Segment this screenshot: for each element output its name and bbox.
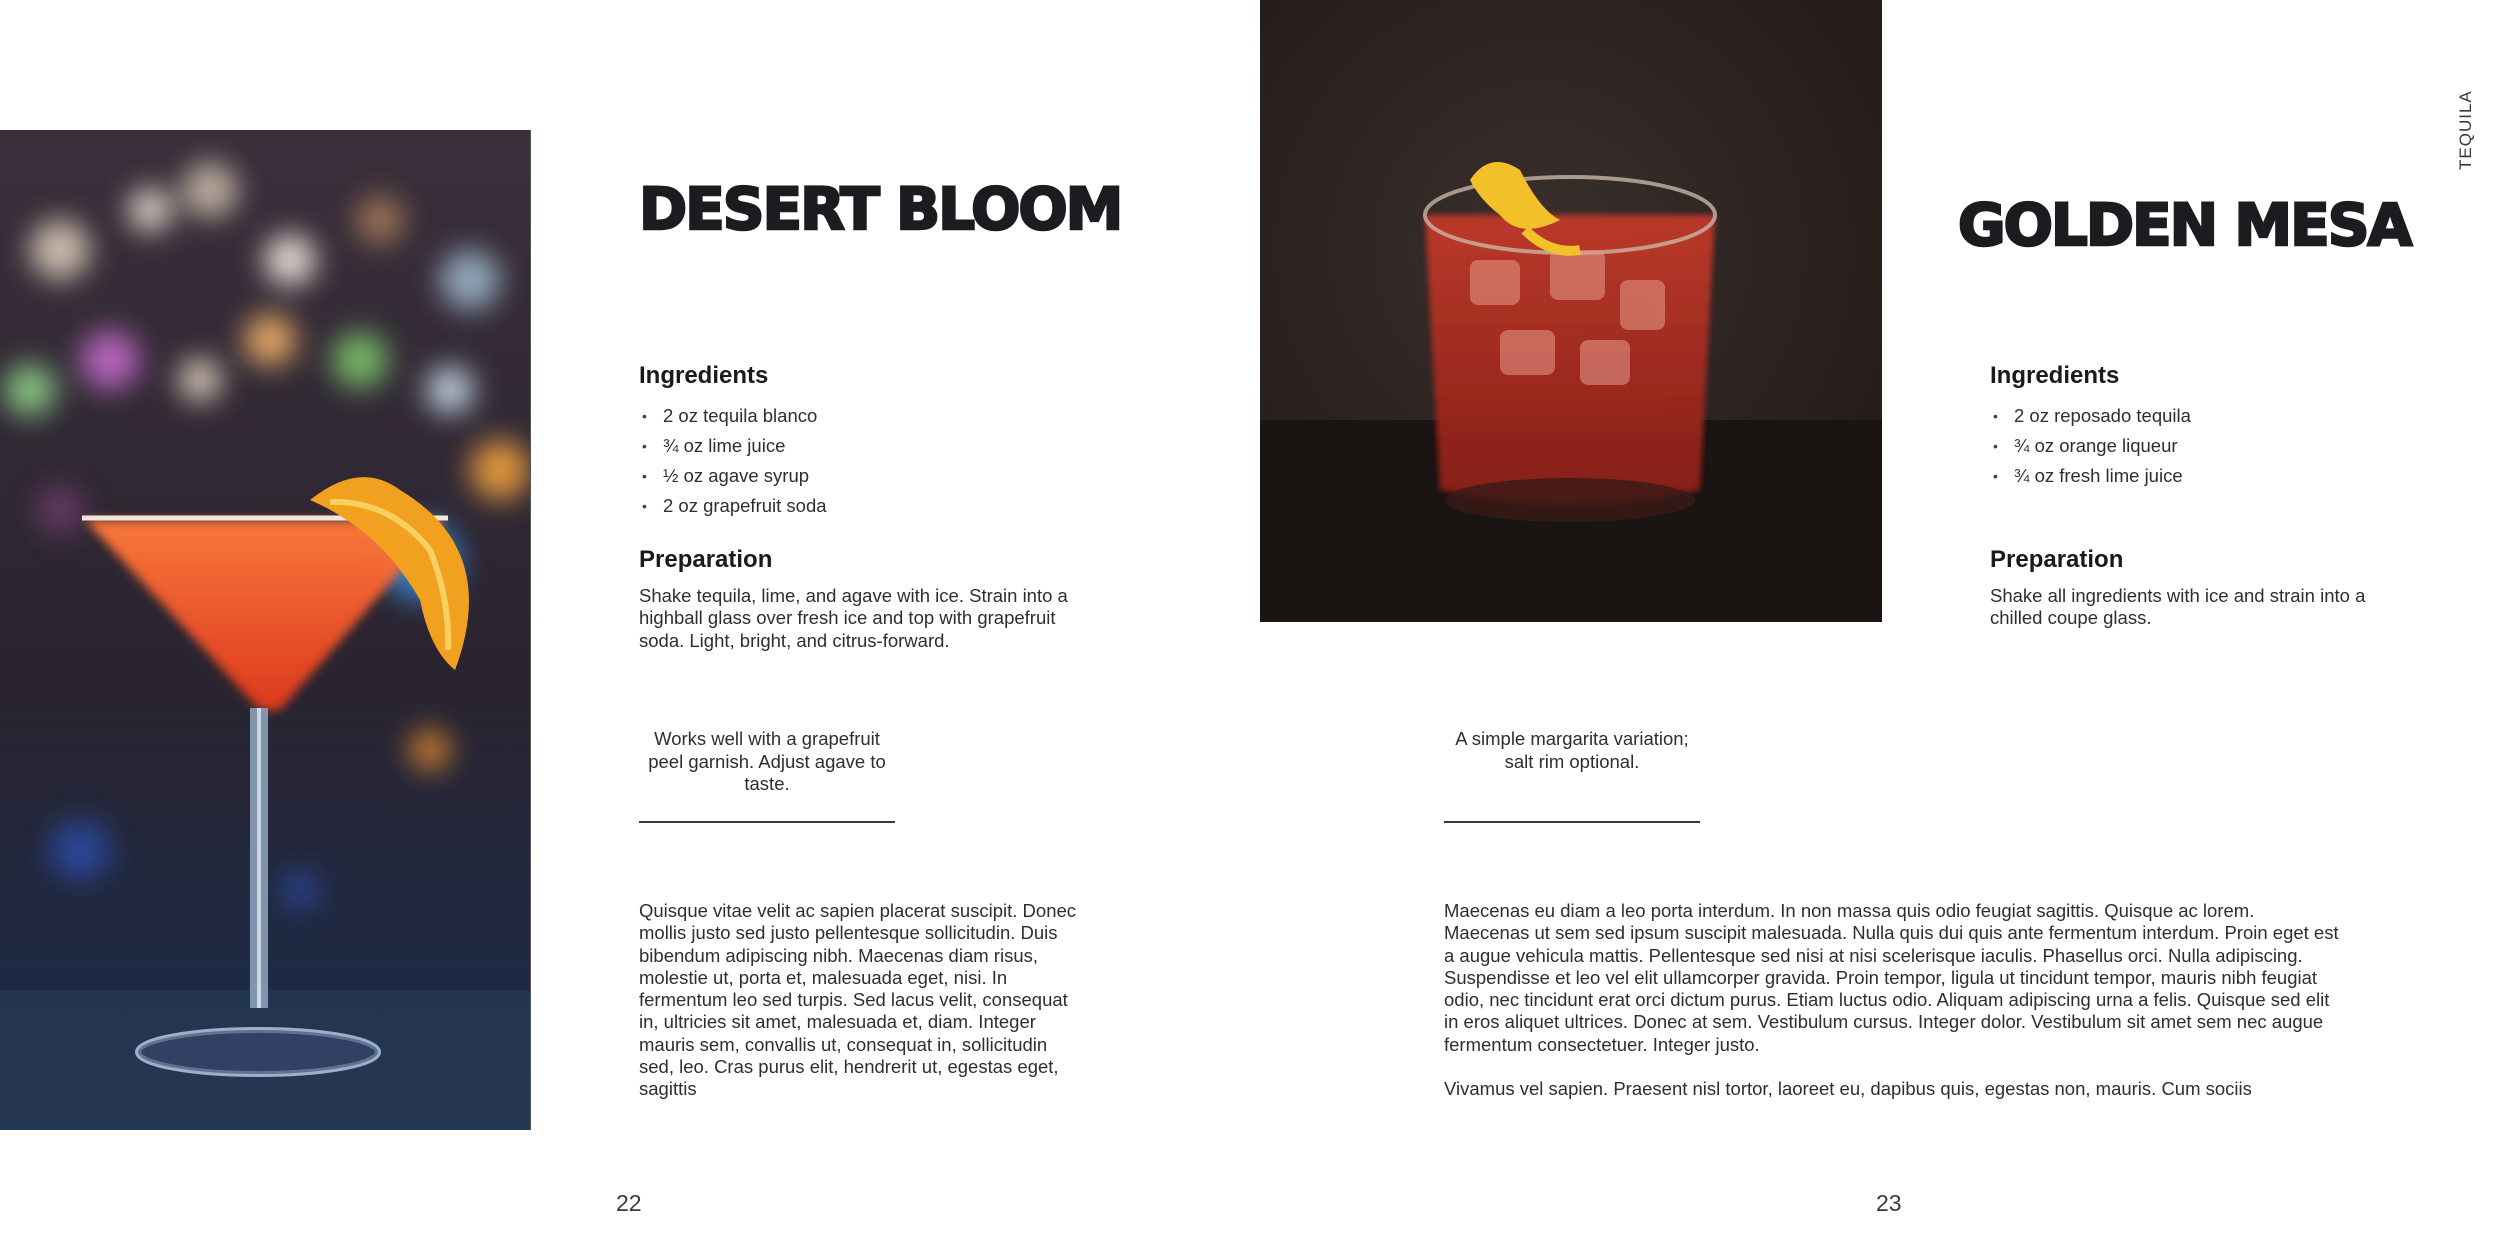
preparation-section (1990, 546, 2370, 630)
body-text-continued: Vivamus vel sapien. Praesent nisl tortor, laoreet eu, dapibus quis, egestas non, mauris. Cum sociis (1444, 1078, 2252, 1099)
ingredient-item: • ¾ oz orange liqueur (1990, 431, 2410, 461)
tip-note: Works well with a grapefruit peel garnish. Adjust agave to taste. (648, 728, 886, 794)
ingredients-list (639, 401, 1089, 521)
bullet-icon: • (1993, 467, 1998, 484)
page-number: 22 (616, 1190, 642, 1216)
ingredients-heading: Ingredients (639, 362, 769, 389)
ingredient-item: • ½ oz agave syrup (639, 461, 1089, 491)
preparation-heading: Preparation (639, 546, 773, 573)
ingredient-item: • 2 oz reposado tequila (1990, 401, 2410, 431)
bullet-icon: • (642, 407, 647, 424)
preparation-heading: Preparation (1990, 546, 2124, 573)
ingredients-list (1990, 401, 2410, 491)
divider-rule (639, 821, 895, 823)
rocks-glass-image (1260, 0, 1882, 622)
bullet-icon: • (642, 467, 647, 484)
preparation-text: Shake all ingredients with ice and strain into a chilled coupe glass. (1990, 584, 2366, 629)
rocks-glass-photo (1260, 0, 1882, 622)
cocktail-title: GOLDEN MESA (1958, 191, 2411, 259)
ingredient-item: • ¾ oz fresh lime juice (1990, 461, 2410, 491)
preparation-section (639, 546, 1079, 652)
section-label-vertical: TEQUILA (2456, 90, 2475, 170)
martini-image (0, 130, 530, 1130)
bullet-icon: • (1993, 437, 1998, 454)
body-text: Maecenas eu diam a leo porta interdum. In non massa quis odio feugiat sagittis. Quisque ac lorem. Maecenas ut sem sed ipsum suscipit malesuada. Nulla quis dui quis ante fermentum interdum. Proin eget est a augue vehicula mattis. Pellentesque sed nisi at nisi scelerisque iaculis. Phasellus orci. Nulla adipiscing. Suspendisse et leo vel elit ullamcorper gravida. Proin tempor, ligula ut tincidunt tempor, mauris nibh feugiat odio, nec tincidunt erat orci dictum purus. Etiam luctus odio. Aliquam adipiscing urna a felis. Quisque sed elit in eros aliquet ultrices. Donec at sem. Vestibulum cursus. Integer dolor. Vestibulum sit amet sem nec augue fermentum consectetuer. Integer justo. (1444, 900, 2339, 1055)
martini-photo (0, 130, 531, 1130)
body-text: Quisque vitae velit ac sapien placerat suscipit. Donec mollis justo sed justo pellentesque sollicitudin. Duis bibendum adipiscing nibh. Maecenas diam risus, molestie ut, porta et, malesuada eget, nisi. In fermentum leo sed turpis. Sed lacus velit, consequat in, ultricies sit amet, malesuada et, diam. Integer mauris sem, convallis ut, consequat in, sollicitudin sed, leo. Cras purus elit, hendrerit ut, egestas eget, sagittis (639, 900, 1077, 1100)
divider-rule (1444, 821, 1700, 823)
ingredient-item: • ¾ oz lime juice (639, 431, 1089, 461)
bullet-icon: • (642, 437, 647, 454)
bullet-icon: • (642, 497, 647, 514)
ingredients-heading: Ingredients (1990, 362, 2120, 389)
ingredient-item: • 2 oz tequila blanco (639, 401, 1089, 431)
tip-note: A simple margarita variation; salt rim optional. (1455, 728, 1689, 772)
bullet-icon: • (1993, 407, 1998, 424)
cocktail-title: DESERT BLOOM (639, 175, 1122, 243)
ingredients-section (639, 362, 1089, 521)
ingredient-item: • 2 oz grapefruit soda (639, 491, 1089, 521)
ingredients-section (1990, 362, 2410, 491)
preparation-text: Shake tequila, lime, and agave with ice. Strain into a highball glass over fresh ice and top with grapefruit soda. Light, bright, and citrus-forward. (639, 584, 1068, 651)
page-number: 23 (1876, 1190, 1902, 1216)
